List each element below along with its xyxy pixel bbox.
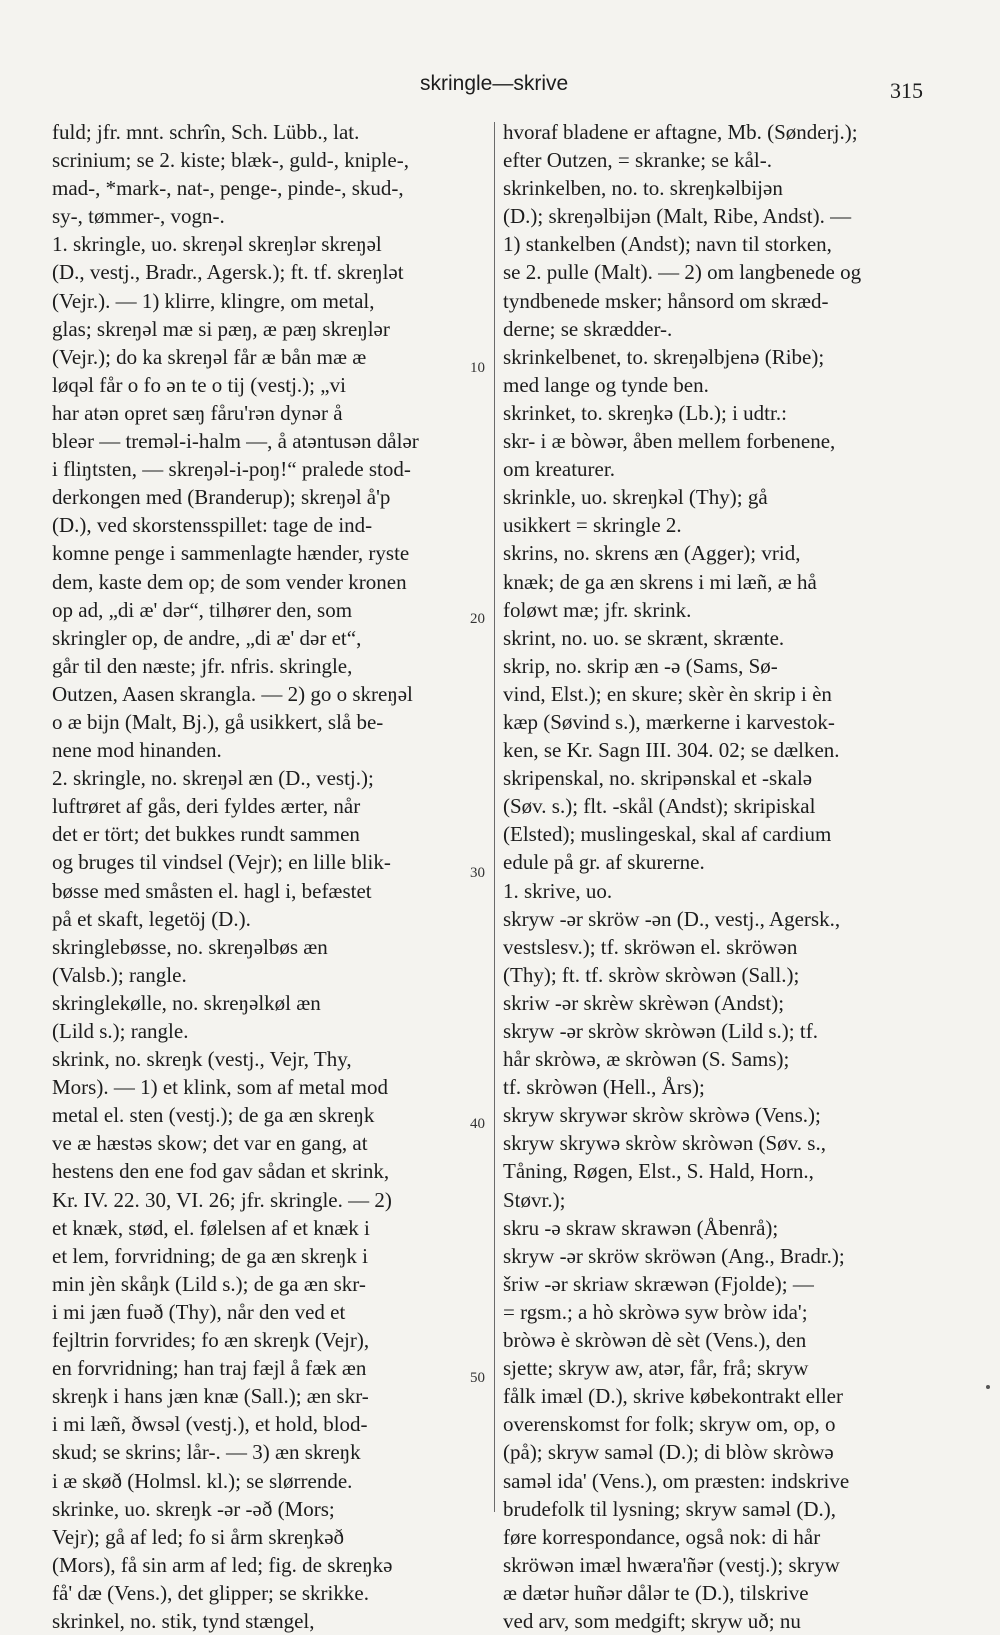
text-line: hvoraf bladene er aftagne, Mb. (Sønderj.); [503,120,858,144]
text-line: skrinkelben, no. to. skreŋkəlbijən [503,176,783,201]
text-line: glas; skreŋəl mæ si pæŋ, æ pæŋ skreŋlər [52,316,390,341]
text-line: skrinket, to. skreŋkə (Lb.); i udtr.: [503,400,787,425]
text-line: brudefolk til lysning; skryw saməl (D.), [503,1496,837,1521]
text-line: bøsse med småsten el. hagl i, befæstet [52,878,372,903]
line-number: 40 [470,1116,485,1132]
text-line: (Elsted); muslingeskal, skal af cardium [503,822,832,847]
text-line: få' dæ (Vens.), det glipper; se skrikke. [52,1580,369,1605]
text-line: vind, Elst.); en skure; skèr èn skrip i èn [503,681,832,706]
text-line: skrink, no. skreŋk (vestj., Vejr, Thy, [52,1047,352,1072]
text-line: skrinkle, uo. skreŋkəl (Thy); gå [503,485,768,510]
text-line: skrinkel, no. stik, tynd stængel, [52,1608,315,1633]
right-column [503,118,938,1635]
text-line: saməl ida' (Vens.), om præsten: indskrive [503,1468,850,1493]
text-line: mad-, *mark-, nat-, penge-, pinde-, skud-, [52,176,404,201]
text-line: dem, kaste dem op; de som vender kronen [52,569,407,594]
text-line: (D.); skreŋəlbijən (Malt, Ribe, Andst). — [503,204,852,229]
text-line: og bruges til vindsel (Vejr); en lille blik- [52,850,391,875]
text-line: šriw -ər skriaw skræwən (Fjolde); — [503,1271,814,1296]
text-line: overenskomst for folk; skryw om, op, o [503,1412,836,1437]
text-line: Outzen, Aasen skrangla. — 2) go o skreŋəl [52,681,413,706]
text-line: hestens den ene fod gav sådan et skrink, [52,1159,390,1184]
text-line: Vejr); gå af led; fo si årm skreŋkəð [52,1524,345,1549]
text-line: skringlebøsse, no. skreŋəlbøs æn [52,934,328,959]
line-number: 50 [470,1370,485,1386]
text-line: (på); skryw saməl (D.); di blòw skròwə [503,1440,834,1465]
text-line: luftrøret af gås, deri fyldes ærter, når [52,794,361,819]
text-line: et knæk, stød, el. følelsen af et knæk i [52,1215,370,1240]
text-line: skrint, no. uo. se skrænt, skrænte. [503,625,785,650]
text-line: sjette; skryw aw, atər, får, frå; skryw [503,1356,809,1381]
text-line: se 2. pulle (Malt). — 2) om langbenede og [503,260,862,285]
text-line: o æ bijn (Malt, Bj.), gå usikkert, slå be- [52,709,384,734]
text-line: skrinke, uo. skreŋk -ər -əð (Mors; [52,1496,335,1521]
text-line: en forvridning; han traj fæjl å fæk æn [52,1356,367,1381]
text-line: i fliŋtsten, — skreŋəl-i-poŋ!“ pralede stod- [52,457,411,482]
text-line: æ dætər huñər dålər te (D.), tilskrive [503,1580,809,1605]
text-line: bròwə è skròwən dè sèt (Vens.), den [503,1328,807,1353]
text-line: min jèn skåŋk (Lild s.); de ga æn skr- [52,1271,366,1296]
text-line: derkongen med (Branderup); skreŋəl å'p [52,485,391,510]
running-head: skringle—skrive [420,72,569,95]
page-header [0,66,1000,106]
text-line: (Vejr.); do ka skreŋəl får æ bån mæ æ [52,344,367,369]
text-line: løqəl får o fo ən te o tij (vestj.); „vi [52,372,346,397]
text-line: usikkert = skringle 2. [503,513,682,538]
text-line: ved arv, som medgift; skryw uð; nu [503,1608,801,1633]
text-line: Mors). — 1) et klink, som af metal mod [52,1075,388,1100]
text-line: derne; se skrædder-. [503,316,673,341]
text-line: foløwt mæ; jfr. skrink. [503,597,692,622]
text-line: 1. skringle, uo. skreŋəl skreŋlər skreŋəl [52,232,382,257]
text-line: skreŋk i hans jæn knæ (Sall.); æn skr- [52,1384,369,1409]
text-line: på et skaft, legetöj (D.). [52,906,251,931]
text-line: med lange og tynde ben. [503,372,709,397]
text-line: skryw skrywər skròw skròwə (Vens.); [503,1103,821,1128]
text-line: skryw -ər skröw skröwən (Ang., Bradr.); [503,1243,845,1268]
text-line: ve æ hæstəs skow; det var en gang, at [52,1131,368,1156]
text-line: Tåning, Røgen, Elst., S. Hald, Horn., [503,1159,814,1184]
text-line: bleər — treməl-i-halm —, å atəntusən dålər [52,429,419,454]
text-line: et lem, forvridning; de ga æn skreŋk i [52,1243,368,1268]
text-line: (D., vestj., Bradr., Agersk.); ft. tf. skreŋlət [52,260,404,285]
text-line: skröwən imæl hwæra'ñər (vestj.); skryw [503,1552,840,1577]
text-line: (Valsb.); rangle. [52,962,187,987]
text-line: skriw -ər skrèw skrèwən (Andst); [503,990,785,1015]
text-line: skripenskal, no. skripənskal et -skalə [503,766,813,791]
margin-mark [986,1385,990,1389]
text-line: det er tört; det bukkes rundt sammen [52,822,360,847]
text-line: kæp (Søvind s.), mærkerne i karvestok- [503,709,835,734]
text-line: skrip, no. skrip æn -ə (Sams, Sø- [503,653,778,678]
text-line: Støvr.); [503,1187,566,1212]
text-line: komne penge i sammenlagte hænder, ryste [52,541,410,566]
text-line: edule på gr. af skurerne. [503,850,705,875]
text-line: nene mod hinanden. [52,738,222,763]
text-line: sy-, tømmer-, vogn-. [52,204,225,229]
text-line: skru -ə skraw skrawən (Åbenrå); [503,1215,779,1240]
text-line: efter Outzen, = skranke; se kål-. [503,148,772,173]
text-line: føre korrespondance, også nok: di hår [503,1524,821,1549]
text-line: skrinkelbenet, to. skreŋəlbjenə (Ribe); [503,344,825,369]
text-line: 1) stankelben (Andst); navn til storken, [503,232,832,257]
text-line: om kreaturer. [503,457,615,482]
text-line: 2. skringle, no. skreŋəl æn (D., vestj.); [52,766,374,791]
line-number: 20 [470,611,485,627]
line-number: 30 [470,865,485,881]
text-line: skr- i æ bòwər, åben mellem forbenene, [503,429,836,454]
text-line: skrins, no. skrens æn (Agger); vrid, [503,541,801,566]
text-line: i mi jæn fuəð (Thy), når den ved et [52,1299,346,1324]
column-divider [494,122,495,1512]
text-line: metal el. sten (vestj.); de ga æn skreŋk [52,1103,375,1128]
text-line: fejltrin forvrides; fo æn skreŋk (Vejr), [52,1328,370,1353]
text-line: (Thy); ft. tf. skròw skròwən (Sall.); [503,962,800,987]
text-line: skud; se skrins; lår-. — 3) æn skreŋk [52,1440,361,1465]
text-line: (Vejr.). — 1) klirre, klingre, om metal, [52,288,375,313]
text-line: fuld; jfr. mnt. schrîn, Sch. Lübb., lat. [52,120,360,144]
text-line: skryw skrywə skròw skròwən (Søv. s., [503,1131,826,1156]
text-line: skringlekølle, no. skreŋəlkøl æn [52,990,321,1015]
line-number: 10 [470,360,485,376]
text-line: skryw -ər skröw -ən (D., vestj., Agersk., [503,906,841,931]
text-line: tf. skròwən (Hell., Års); [503,1075,705,1100]
text-line: 1. skrive, uo. [503,878,613,903]
text-line: knæk; de ga æn skrens i mi læñ, æ hå [503,569,817,594]
text-line: hår skròwə, æ skròwən (S. Sams); [503,1047,790,1072]
text-line: skryw -ər skròw skròwən (Lild s.); tf. [503,1019,818,1043]
text-line: har atən opret sæŋ fåru'rən dynər å [52,400,343,425]
text-line: (Søv. s.); flt. -skål (Andst); skripiskal [503,794,816,819]
text-line: = rgsm.; a hò skròwə syw bròw ida'; [503,1299,808,1324]
text-line: går til den næste; jfr. nfris. skringle, [52,653,353,678]
left-column [52,118,472,1635]
text-line: i mi læñ, ðwsəl (vestj.), et hold, blod- [52,1412,368,1437]
text-line: op ad, „di æ' dər“, tilhører den, som [52,597,353,622]
text-line: (Mors), få sin arm af led; fig. de skreŋkə [52,1552,393,1577]
text-line: Kr. IV. 22. 30, VI. 26; jfr. skringle. — 2) [52,1187,392,1212]
text-line: i æ skøð (Holmsl. kl.); se slørrende. [52,1468,353,1493]
text-line: scrinium; se 2. kiste; blæk-, guld-, kniple-, [52,148,409,173]
text-line: fålk imæl (D.), skrive købekontrakt eller [503,1384,843,1409]
text-line: tyndbenede msker; hånsord om skræd- [503,288,829,313]
text-line: (D.), ved skorstensspillet: tage de ind- [52,513,373,538]
text-line: (Lild s.); rangle. [52,1019,189,1043]
text-line: vestslesv.); tf. skröwən el. skröwən [503,934,798,959]
page-number: 315 [890,78,923,103]
text-line: skringler op, de andre, „di æ' dər et“, [52,625,362,650]
text-line: ken, se Kr. Sagn III. 304. 02; se dælken. [503,738,840,763]
